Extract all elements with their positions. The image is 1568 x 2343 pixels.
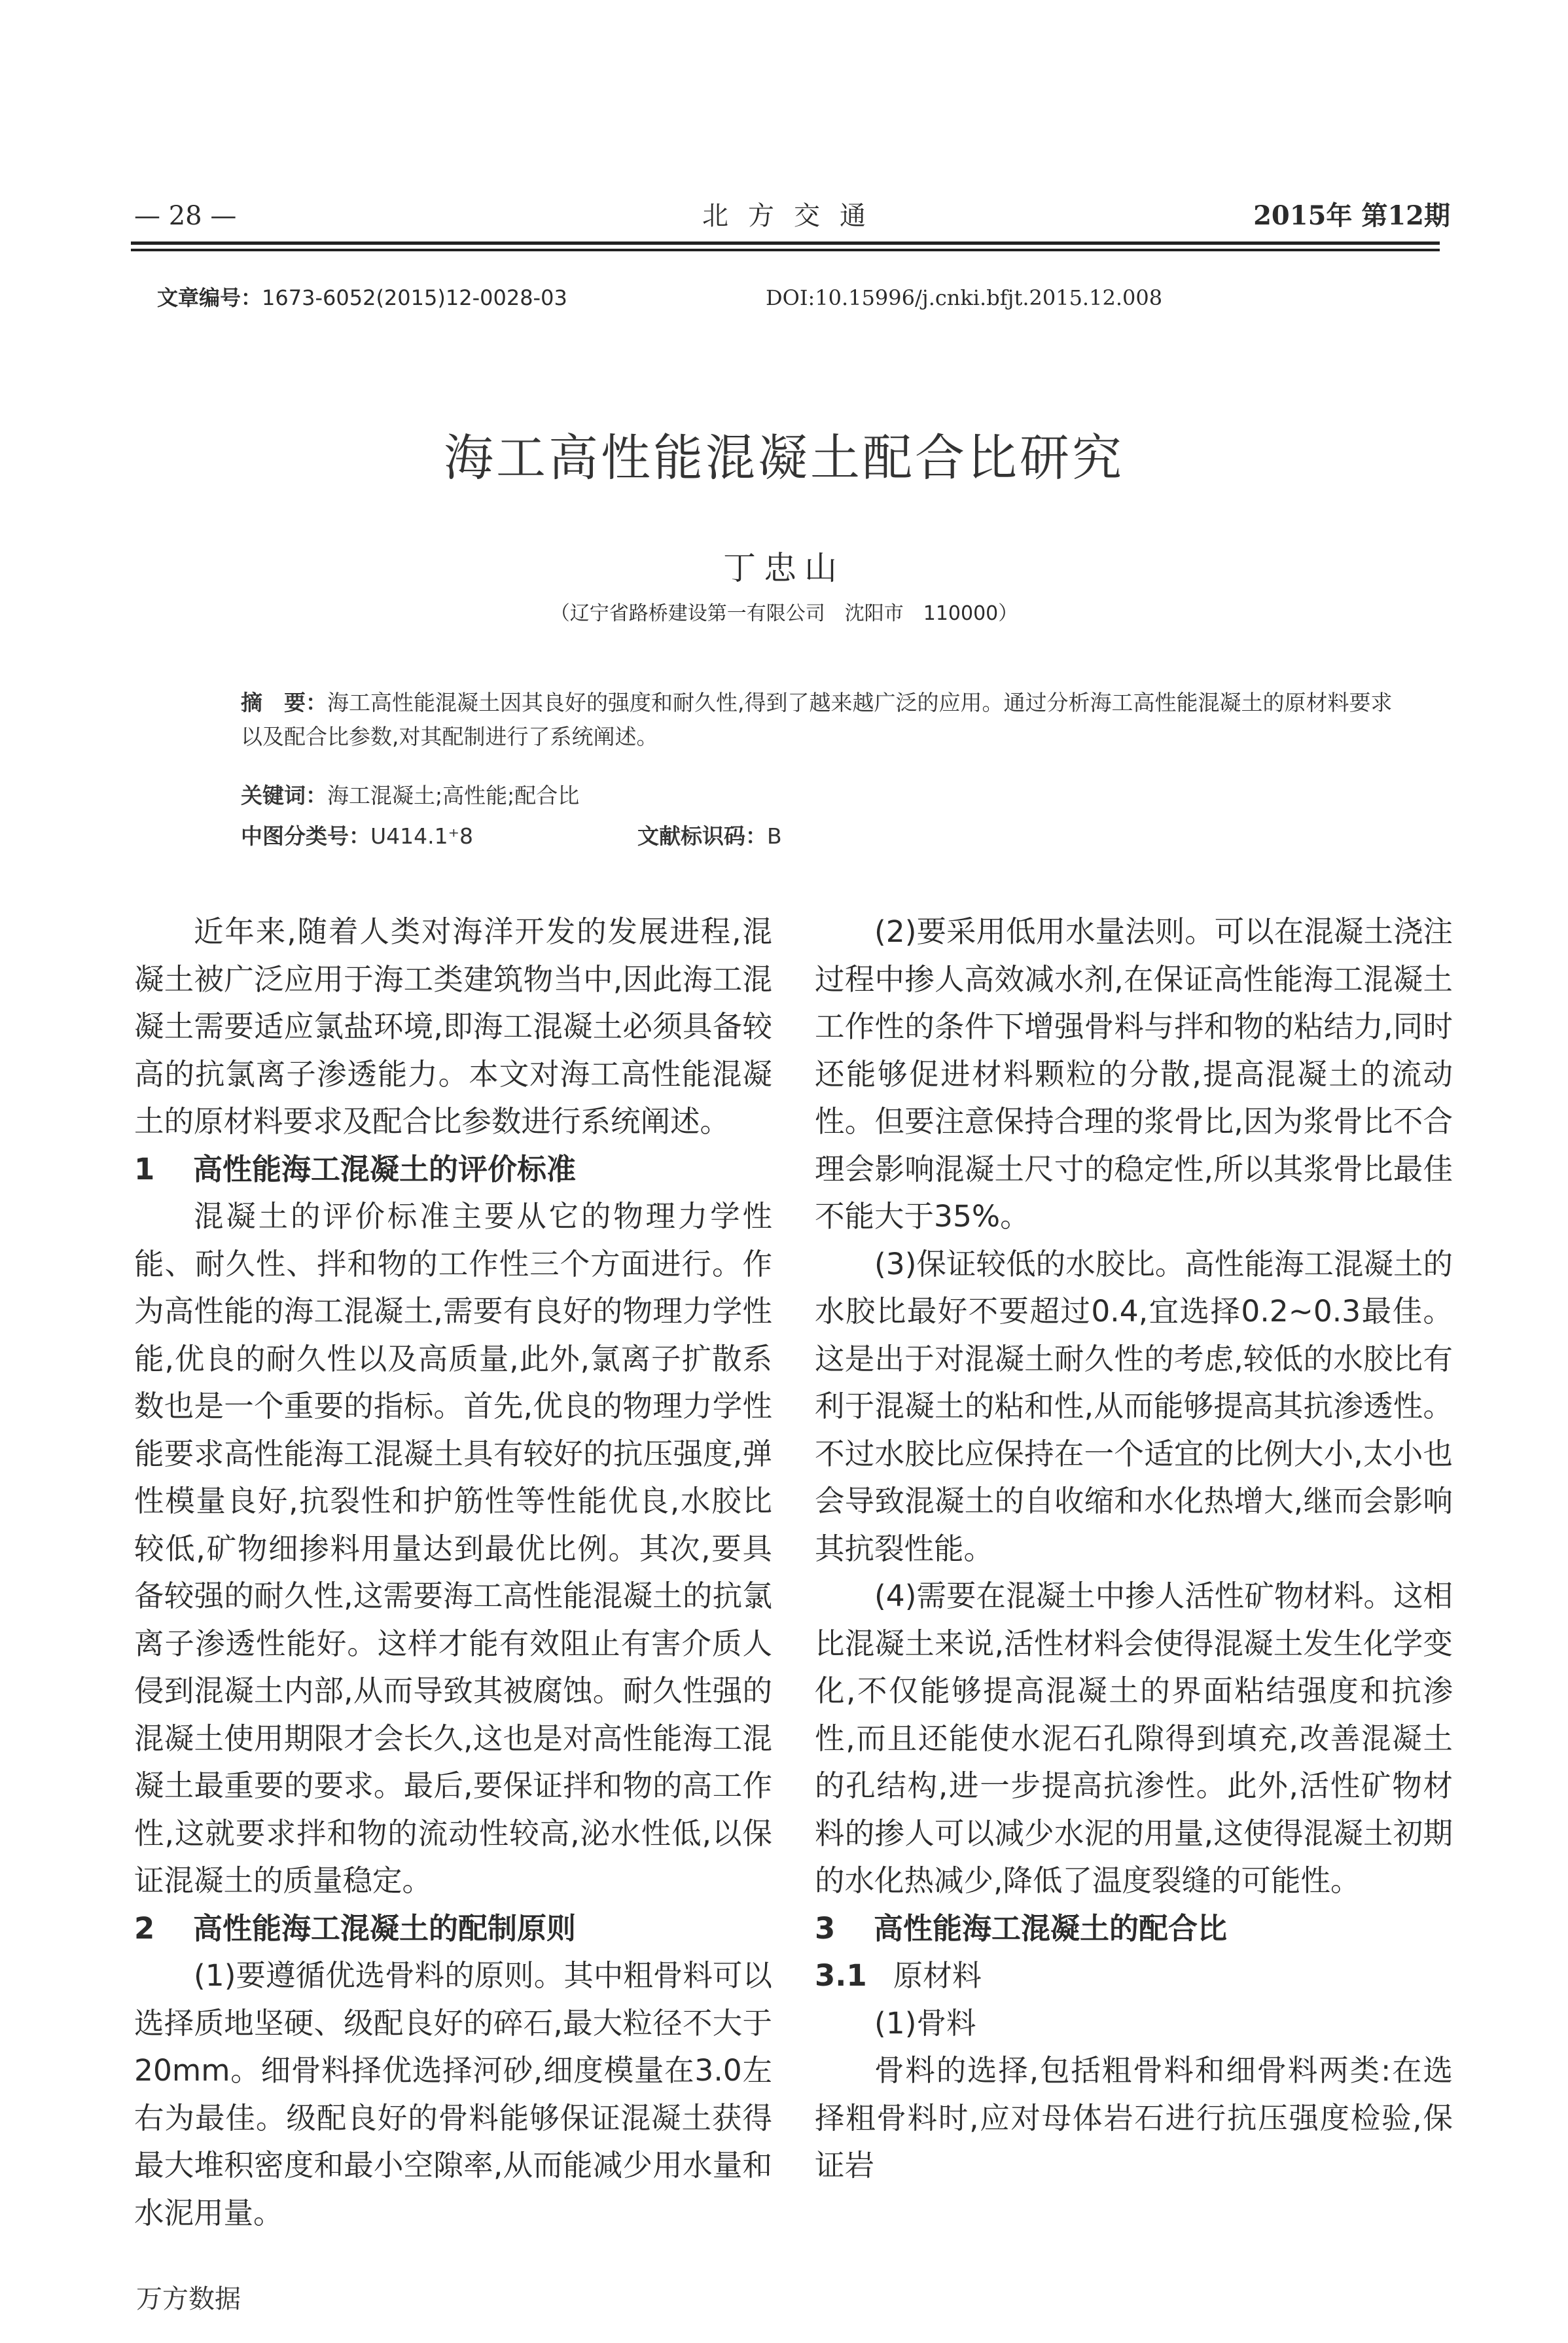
- section-3-paragraph-1: 骨料的选择,包括粗骨料和细骨料两类:在选择粗骨料时,应对母体岩石进行抗压强度检验,保证岩: [815, 2053, 1453, 2183]
- section-2-paragraph-2: (2)要采用低用水量法则。可以在混凝土浇注过程中掺人高效减水剂,在保证高性能海工混凝土工作性的条件下增强骨料与拌和物的粘结力,同时还能够促进材料颗粒的分散,提高混凝土的流动性。但要注意保持合理的浆骨比,因为浆骨比不合理会影响混凝土尺寸的稳定性,所以其浆骨比最佳不能大于35%。: [815, 914, 1453, 1234]
- section-1-number: 1: [134, 1151, 155, 1187]
- clc-label: 中图分类号：: [241, 823, 370, 849]
- keywords-text: 海工混凝土;高性能;配合比: [327, 783, 580, 808]
- header-rule-top: [131, 241, 1440, 245]
- section-2-number: 2: [134, 1910, 155, 1946]
- author: 丁忠山: [723, 549, 845, 587]
- abstract: [241, 686, 1406, 754]
- subsection-3-1-heading: [815, 1952, 1453, 2000]
- article-number-label: 文章编号：: [157, 285, 262, 310]
- section-1-title: 高性能海工混凝土的评价标准: [193, 1151, 577, 1187]
- affiliation: （辽宁省路桥建设第一有限公司 沈阳市 110000）: [550, 602, 1018, 625]
- item-1-heading: (1)骨料: [874, 2005, 976, 2041]
- section-2-heading: [134, 1905, 772, 1953]
- header-rule-bottom: [131, 249, 1440, 251]
- abstract-text: 海工高性能混凝土因其良好的强度和耐久性,得到了越来越广泛的应用。通过分析海工高性能混凝土的原材料要求以及配合比参数,对其配制进行了系统阐述。: [241, 690, 1393, 749]
- body-column-left: [134, 908, 772, 2237]
- article-title: 海工高性能混凝土配合比研究: [444, 429, 1124, 487]
- section-2-paragraph-3: (3)保证较低的水胶比。高性能海工混凝土的水胶比最好不要超过0.4,宜选择0.2~0.3最佳。这是出于对混凝土耐久性的考虑,较低的水胶比有利于混凝土的粘和性,从而能够提高其抗渗透性。不过水胶比应保持在一个适宜的比例大小,太小也会导致混凝土的自收缩和水化热增大,继而会影响其抗裂性能。: [815, 1246, 1453, 1566]
- keywords: [241, 779, 1406, 813]
- section-2-title: 高性能海工混凝土的配制原则: [193, 1910, 577, 1946]
- doc-code-label: 文献标识码：: [637, 823, 767, 849]
- clc-value: U414.1⁺8: [370, 823, 474, 849]
- article-number-value: 1673-6052(2015)12-0028-03: [262, 285, 567, 310]
- keywords-label: 关键词：: [241, 783, 327, 808]
- document-code: [637, 819, 782, 853]
- section-3-heading: [815, 1905, 1453, 1953]
- wanfang-watermark: 万方数据: [136, 2284, 241, 2314]
- doi: DOI:10.15996/j.cnki.bfjt.2015.12.008: [766, 285, 1163, 310]
- body-column-right: [815, 908, 1453, 2190]
- article-number: [157, 285, 567, 311]
- doc-code-value: B: [767, 823, 782, 849]
- section-1-paragraph: 混凝土的评价标准主要从它的物理力学性能、耐久性、拌和物的工作性三个方面进行。作为高性能的海工混凝土,需要有良好的物理力学性能,优良的耐久性以及高质量,此外,氯离子扩散系数也是一个重要的指标。首先,优良的物理力学性能要求高性能海工混凝土具有较好的抗压强度,弹性模量良好,抗裂性和护筋性等性能优良,水胶比较低,矿物细掺料用量达到最优比例。其次,要具备较强的耐久性,这需要海工高性能混凝土的抗氯离子渗透性能好。这样才能有效阻止有害介质人侵到混凝土内部,从而导致其被腐蚀。耐久性强的混凝土使用期限才会长久,这也是对高性能海工混凝土最重要的要求。最后,要保证拌和物的高工作性,这就要求拌和物的流动性较高,泌水性低,以保证混凝土的质量稳定。: [134, 1199, 772, 1898]
- classification: [241, 819, 1406, 853]
- subsection-3-1-title: 原材料: [893, 1958, 982, 1993]
- section-2-paragraph-4: (4)需要在混凝土中掺人活性矿物材料。这相比混凝土来说,活性材料会使得混凝土发生化学变化,不仅能够提高混凝土的界面粘结强度和抗渗性,而且还能使水泥石孔隙得到填充,改善混凝土的孔结构,进一步提高抗渗性。此外,活性矿物材料的掺人可以减少水泥的用量,这使得混凝土初期的水化热减少,降低了温度裂缝的可能性。: [815, 1579, 1453, 1898]
- intro-paragraph: 近年来,随着人类对海洋开发的发展进程,混凝土被广泛应用于海工类建筑物当中,因此海工混凝土需要适应氯盐环境,即海工混凝土必须具备较高的抗氯离子渗透能力。本文对海工高性能混凝土的原材料要求及配合比参数进行系统阐述。: [134, 914, 772, 1139]
- abstract-label: 摘 要：: [241, 690, 327, 715]
- page-number: — 28 —: [134, 201, 237, 231]
- section-3-title: 高性能海工混凝土的配合比: [874, 1910, 1228, 1946]
- journal-name: 北方交通: [702, 201, 885, 231]
- subsection-3-1-number: 3.1: [815, 1958, 867, 1993]
- section-3-number: 3: [815, 1910, 836, 1946]
- issue-label: 2015年 第12期: [1253, 200, 1450, 231]
- section-1-heading: [134, 1146, 772, 1194]
- section-2-paragraph-1: (1)要遵循优选骨料的原则。其中粗骨料可以选择质地坚硬、级配良好的碎石,最大粒径不大于20mm。细骨料择优选择河砂,细度模量在3.0左右为最佳。级配良好的骨料能够保证混凝土获得最大堆积密度和最小空隙率,从而能减少用水量和水泥用量。: [134, 1958, 772, 2230]
